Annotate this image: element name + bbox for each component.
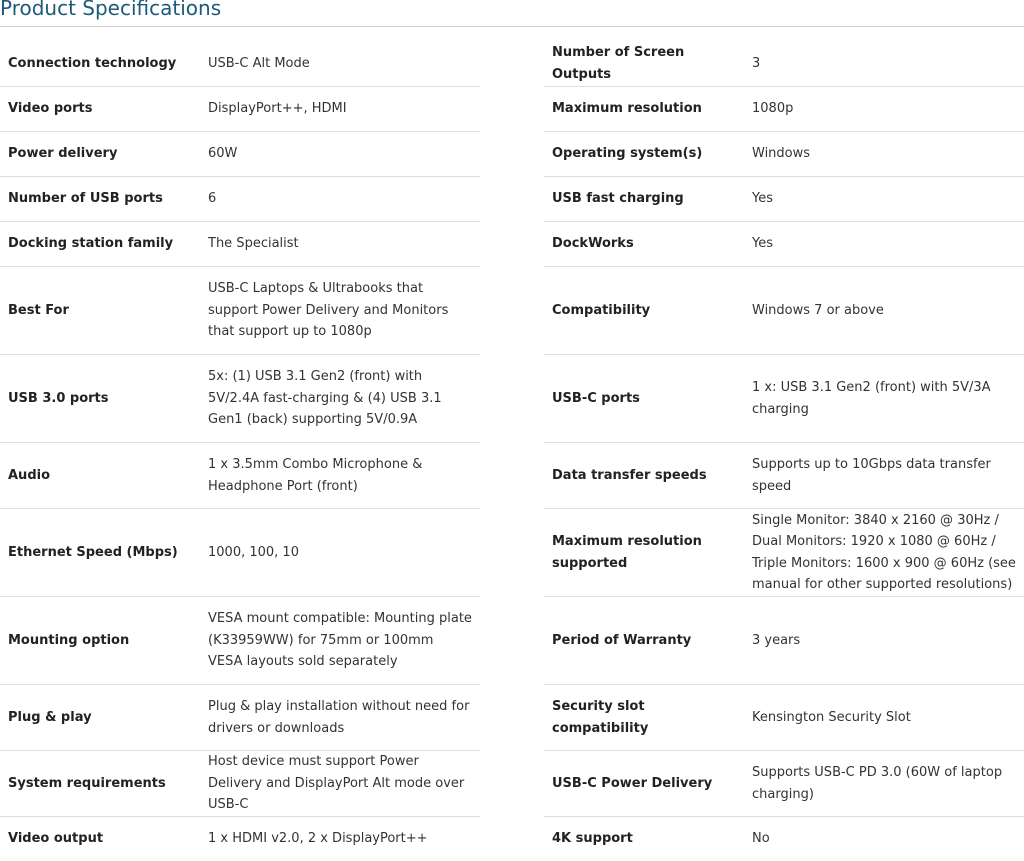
spec-value: 6: [208, 191, 217, 207]
spec-row: [0, 509, 480, 597]
title-divider: [0, 26, 1024, 27]
spec-value: 3 years: [752, 632, 801, 648]
spec-value: USB-C Alt Mode: [208, 56, 310, 72]
spec-label: USB-C Power Delivery: [552, 775, 713, 791]
spec-value: USB-C Laptops & Ultrabooks that support Power Delivery and Monitors that support up to 1080p: [208, 281, 449, 340]
spec-label: Best For: [8, 302, 69, 318]
spec-value: Windows 7 or above: [752, 302, 884, 318]
spec-value: 1 x: USB 3.1 Gen2 (front) with 5V/3A charging: [752, 380, 991, 417]
spec-label: Maximum resolution supported: [552, 533, 702, 571]
spec-label: Operating system(s): [552, 146, 703, 161]
spec-value: DisplayPort++, HDMI: [208, 101, 347, 117]
spec-row: [544, 222, 1024, 267]
spec-value: 1 x 3.5mm Combo Microphone & Headphone Port (front): [208, 457, 423, 494]
spec-label: Audio: [8, 467, 51, 483]
spec-row: [544, 267, 1024, 355]
spec-row: [544, 177, 1024, 222]
spec-value: 1 x HDMI v2.0, 2 x DisplayPort++: [208, 831, 428, 847]
spec-value: Supports USB-C PD 3.0 (60W of laptop charging): [752, 765, 1003, 802]
spec-label: Compatibility: [552, 302, 651, 318]
spec-row: [0, 42, 480, 87]
spec-label: Plug & play: [8, 709, 92, 725]
spec-label: Data transfer speeds: [552, 467, 707, 483]
spec-value: 60W: [208, 146, 238, 162]
spec-row: [544, 87, 1024, 132]
spec-table-left: [0, 42, 480, 861]
spec-row: [0, 267, 480, 355]
spec-row: [0, 132, 480, 177]
spec-row: [0, 817, 480, 861]
spec-value: Windows: [752, 146, 811, 162]
spec-value: Kensington Security Slot: [752, 709, 911, 725]
spec-label: Number of Screen Outputs: [552, 45, 685, 82]
spec-label: Mounting option: [8, 632, 130, 648]
spec-label: USB 3.0 ports: [8, 390, 109, 406]
spec-label: Video ports: [8, 101, 93, 116]
spec-label: DockWorks: [552, 236, 634, 251]
spec-row: [544, 751, 1024, 817]
page-title: Product Specifications: [0, 0, 222, 20]
spec-label: 4K support: [552, 831, 633, 846]
spec-label: Power delivery: [8, 146, 118, 161]
spec-value: Yes: [752, 191, 773, 207]
spec-value: Yes: [752, 236, 773, 252]
spec-row: [0, 597, 480, 685]
spec-value: 1000, 100, 10: [208, 544, 299, 560]
spec-label: Docking station family: [8, 236, 174, 251]
spec-row: [544, 817, 1024, 861]
spec-row: [544, 443, 1024, 509]
spec-row: [0, 355, 480, 443]
spec-value: Plug & play installation without need for drivers or downloads: [208, 699, 470, 736]
spec-row: [0, 87, 480, 132]
spec-value: Single Monitor: 3840 x 2160 @ 30Hz / Dual Monitors: 1920 x 1080 @ 60Hz / Triple Monitors: 1600 x 900 @ 60Hz (see manual for other supported resolutions): [752, 512, 1016, 592]
spec-label: Number of USB ports: [8, 191, 163, 206]
spec-row: [544, 355, 1024, 443]
spec-row: [0, 751, 480, 817]
spec-value: VESA mount compatible: Mounting plate (K33959WW) for 75mm or 100mm VESA layouts sold separately: [208, 611, 472, 670]
spec-value: Host device must support Power Delivery and DisplayPort Alt mode over USB-C: [208, 754, 465, 813]
spec-label: Maximum resolution: [552, 101, 702, 116]
spec-label: Security slot compatibility: [552, 698, 649, 736]
spec-value: No: [752, 831, 770, 847]
spec-row: [544, 509, 1024, 597]
spec-value: 1080p: [752, 101, 794, 117]
spec-row: [0, 685, 480, 751]
spec-label: Video output: [8, 831, 104, 846]
spec-row: [0, 443, 480, 509]
spec-label: USB-C ports: [552, 390, 640, 406]
spec-label: Period of Warranty: [552, 632, 692, 648]
spec-row: [0, 222, 480, 267]
spec-row: [544, 685, 1024, 751]
spec-row: [544, 132, 1024, 177]
spec-value: Supports up to 10Gbps data transfer speed: [752, 457, 991, 494]
spec-value: 5x: (1) USB 3.1 Gen2 (front) with 5V/2.4A fast-charging & (4) USB 3.1 Gen1 (back) supporting 5V/0.9A: [208, 369, 442, 428]
spec-label: System requirements: [8, 775, 166, 791]
spec-row: [544, 597, 1024, 685]
spec-value: 3: [752, 56, 761, 72]
spec-label: Connection technology: [8, 56, 177, 71]
spec-row: [544, 42, 1024, 87]
spec-value: The Specialist: [208, 236, 299, 252]
spec-table-right: [544, 42, 1024, 861]
spec-label: Ethernet Speed (Mbps): [8, 544, 178, 560]
spec-label: USB fast charging: [552, 191, 684, 206]
spec-row: [0, 177, 480, 222]
